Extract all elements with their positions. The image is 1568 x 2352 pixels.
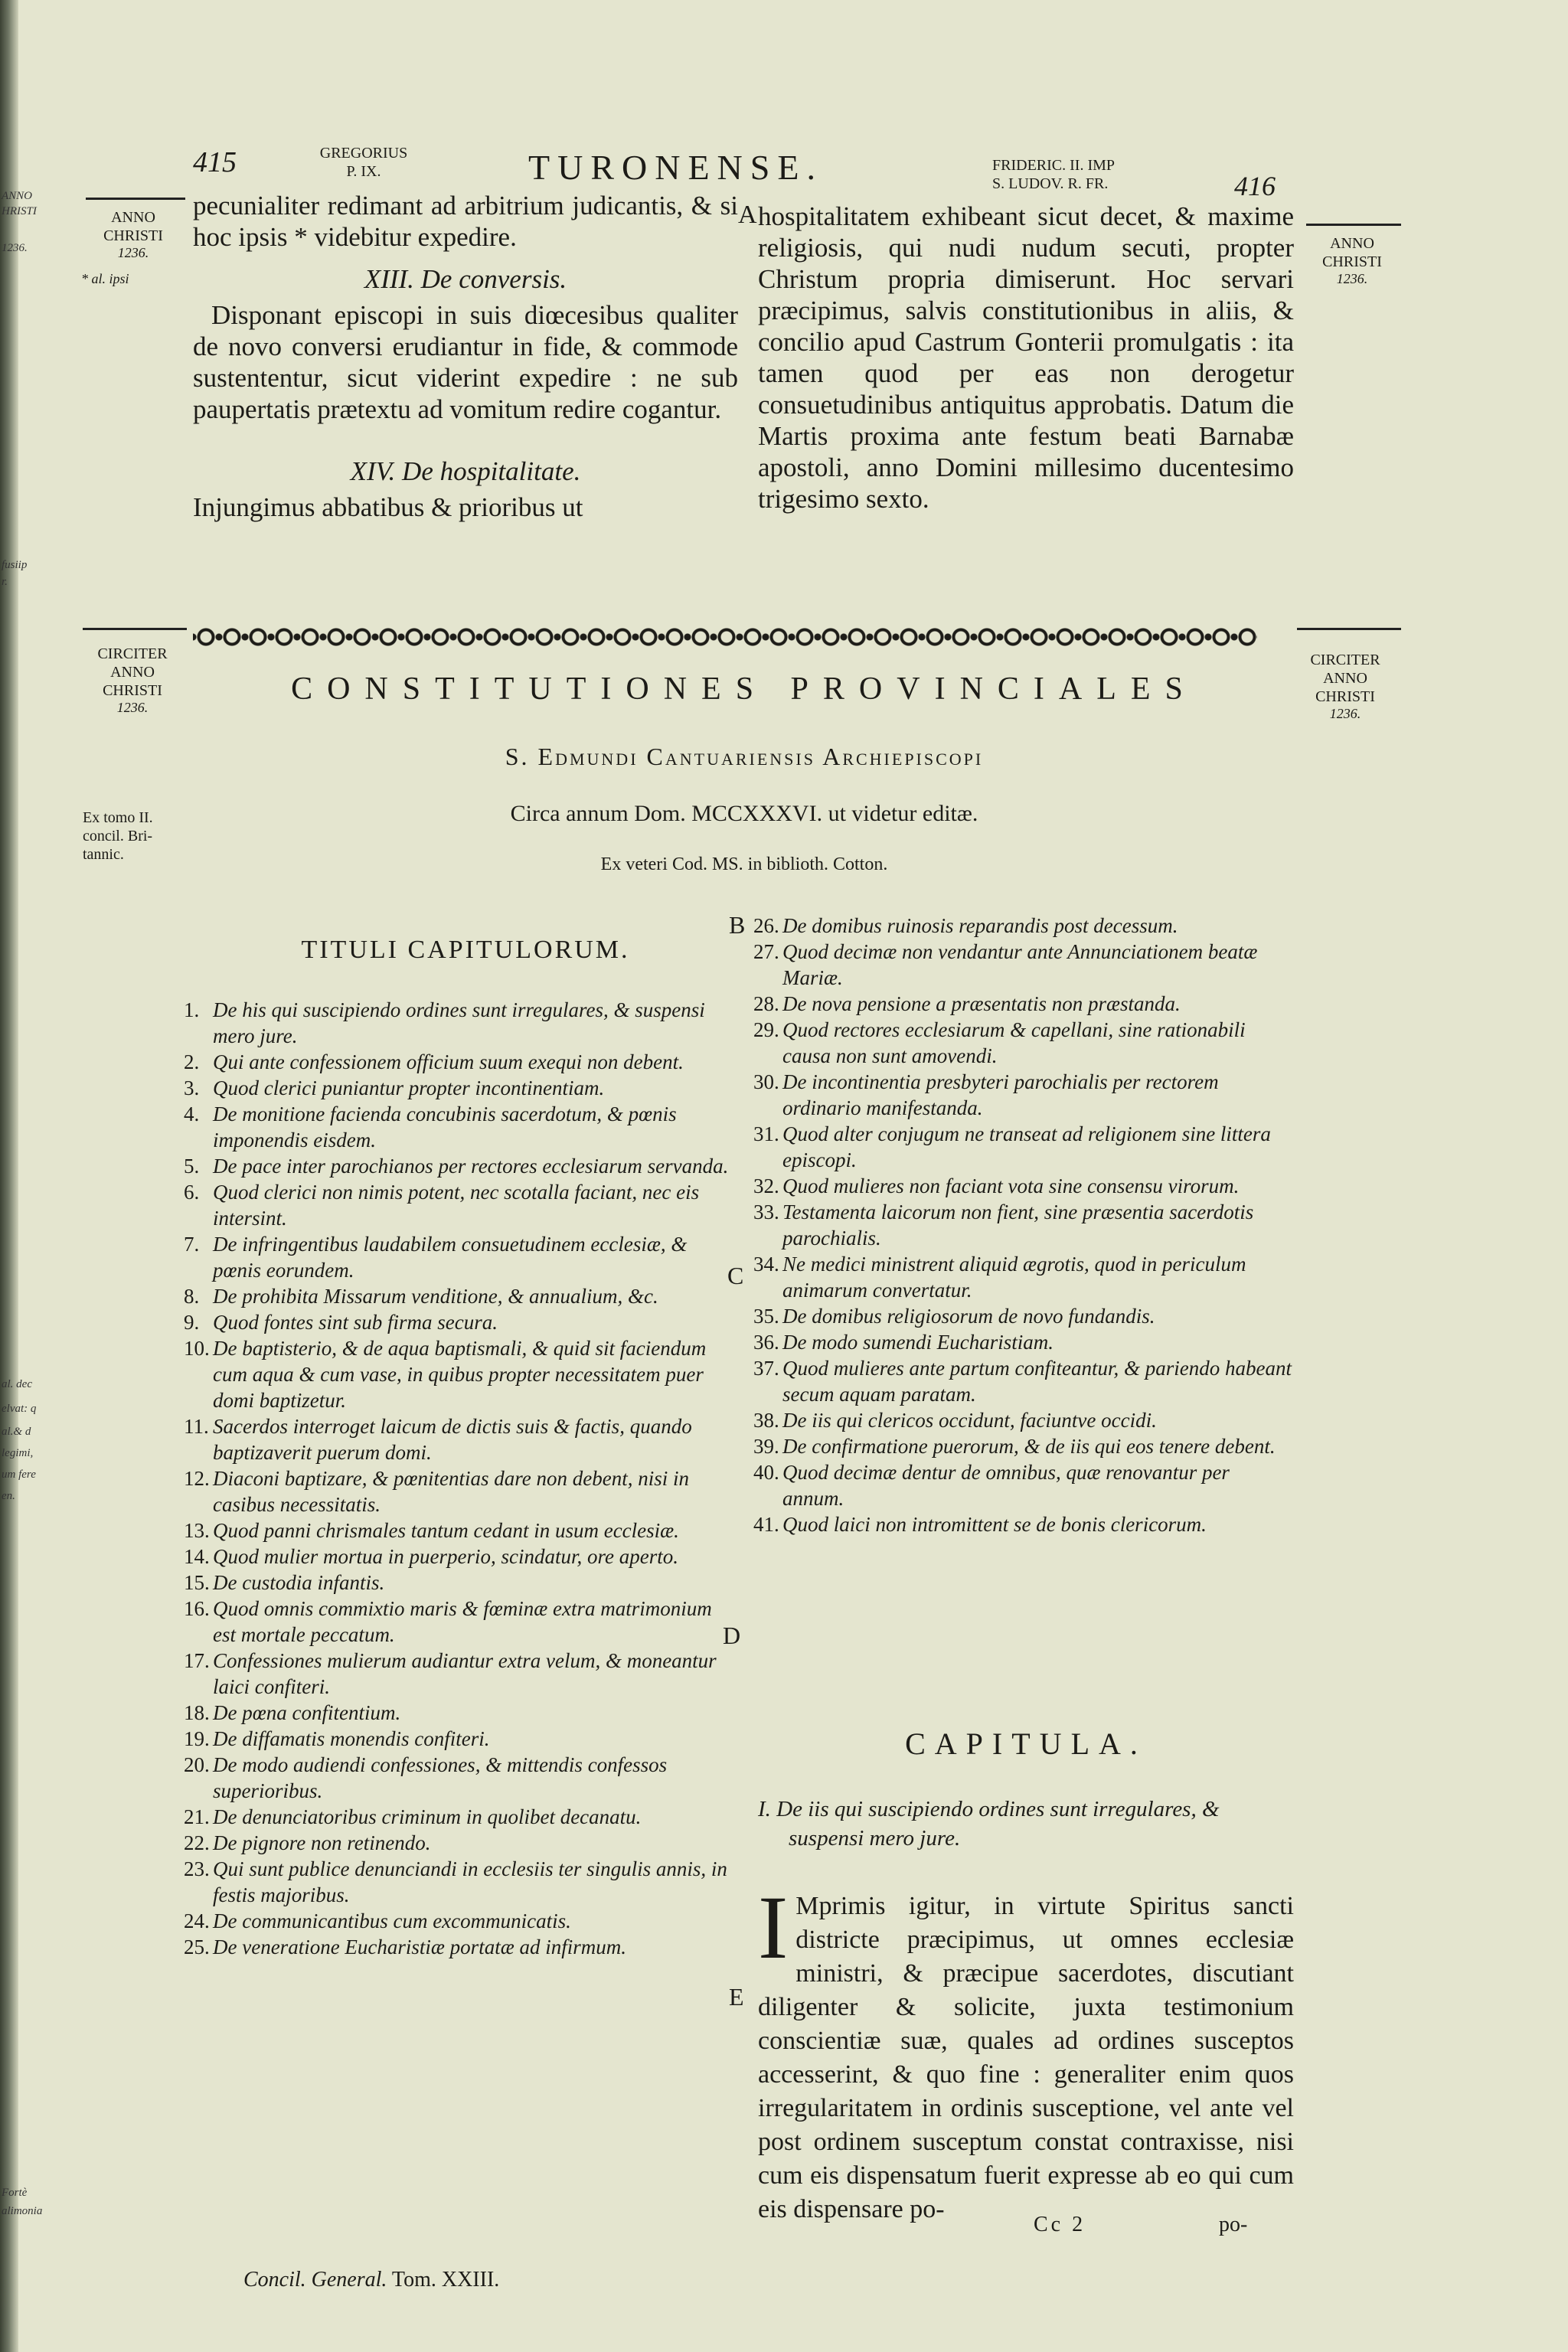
toc-item: [184, 1726, 733, 1752]
toc-text: De domibus religiosorum de novo fundandis.: [782, 1305, 1155, 1328]
toc-item: [184, 1517, 733, 1544]
running-title: TURONENSE.: [528, 148, 823, 187]
capitula-heading: CAPITULA.: [905, 1726, 1147, 1761]
toc-number: 9.: [184, 1311, 200, 1334]
toc-item: [184, 1335, 733, 1413]
toc-number: 23.: [184, 1857, 210, 1880]
edge-scrap: al.& d: [2, 1426, 31, 1438]
toc-text: De nova pensione a præsentatis non præstanda.: [782, 992, 1181, 1015]
toc-item: [753, 1173, 1294, 1199]
toc-text: De modo sumendi Eucharistiam.: [782, 1331, 1054, 1354]
toc-item: [753, 939, 1294, 991]
pope-header: [302, 144, 425, 181]
chapter1-body: [758, 1877, 1294, 2226]
toc-text: De denunciatoribus criminum in quolibet decanatu.: [213, 1805, 642, 1828]
top-right-column: [758, 201, 1294, 514]
toc-number: 37.: [753, 1357, 779, 1380]
toc-text: Quod omnis commixtio maris & fœminæ extra matrimonium est mortale peccatum.: [213, 1597, 712, 1646]
toc-number: 32.: [753, 1174, 779, 1197]
toc-item: [184, 1413, 733, 1465]
toc-number: 17.: [184, 1649, 210, 1672]
toc-text: De diffamatis monendis confiteri.: [213, 1727, 490, 1750]
footer-reference: [243, 2268, 499, 2292]
toc-number: 8.: [184, 1285, 200, 1308]
toc-number: 34.: [753, 1253, 779, 1276]
pope-name: GREGORIUS: [319, 145, 408, 162]
toc-number: 12.: [184, 1467, 210, 1490]
margin-rule: [1297, 628, 1401, 630]
toc-text: Quod decimæ non vendantur ante Annunciationem beatæ Mariæ.: [782, 940, 1258, 989]
edge-scrap: 1236.: [2, 242, 28, 254]
toc-text: De domibus ruinosis reparandis post decessum.: [782, 914, 1178, 937]
toc-text: De infringentibus laudabilem consuetudinem ecclesiæ, & pœnis eorundem.: [213, 1233, 688, 1282]
footer-collection: Concil. General.: [243, 2268, 387, 2292]
page-number-right: 416: [1234, 171, 1276, 201]
toc-text: Quod rectores ecclesiarum & capellani, sine rationabili causa non sunt amovendi.: [782, 1018, 1246, 1067]
toc-text: De modo audiendi confessiones, & mittendis confessos superioribus.: [213, 1753, 668, 1802]
toc-item: [184, 1648, 733, 1700]
toc-number: 40.: [753, 1461, 779, 1484]
anno-word: ANNO: [111, 209, 155, 226]
margin-letter-d: D: [723, 1622, 741, 1649]
toc-number: 28.: [753, 992, 779, 1015]
emperor-name: FRIDERIC. II. IMP: [992, 157, 1116, 174]
signature-mark: Cc 2: [1034, 2213, 1086, 2236]
source-note: [83, 808, 153, 864]
edge-scrap: alimonia: [2, 2205, 43, 2217]
toc-number: 22.: [184, 1831, 210, 1854]
christi-word: CHRISTI: [103, 227, 163, 244]
year-label: 1236.: [116, 700, 149, 715]
margin-circiter-left: [77, 645, 188, 715]
toc-item: [753, 1017, 1294, 1069]
anno-word: ANNO: [1323, 670, 1367, 687]
toc-item: [184, 1830, 733, 1856]
edge-scrap: r.: [2, 576, 8, 588]
drop-cap: I: [758, 1877, 789, 1978]
toc-text: Quod decimæ dentur de omnibus, quæ renovantur per annum.: [782, 1461, 1230, 1510]
toc-item: [753, 1069, 1294, 1121]
toc-number: 19.: [184, 1727, 210, 1750]
chapter14-text: Injungimus abbatibus & prioribus ut: [193, 492, 583, 522]
toc-number: 25.: [184, 1936, 210, 1958]
source-note-line: concil. Bri-: [83, 828, 153, 844]
toc-text: Qui ante confessionem officium suum exequi non debent.: [213, 1050, 684, 1073]
margin-letter-a: A: [738, 201, 757, 229]
toc-text: De veneratione Eucharistiæ portatæ ad infirmum.: [213, 1936, 626, 1958]
circiter-word: CIRCITER: [1310, 652, 1380, 668]
toc-text: Diaconi baptizare, & pœnitentias dare non debent, nisi in casibus necessitatis.: [213, 1467, 689, 1516]
author-line: S. Edmundi Cantuariensis Archiepiscopi: [505, 743, 984, 770]
circiter-word: CIRCITER: [97, 645, 168, 662]
chapter12-ending: pecunialiter redimant ad arbitrium judicantis, & si hoc ipsis * videbitur expedire.: [193, 191, 738, 252]
toc-number: 16.: [184, 1597, 210, 1620]
pope-title: P. IX.: [346, 163, 381, 180]
toc-item: [184, 1700, 733, 1726]
toc-text: Quod mulieres ante partum confiteantur, & pariendo habeant secum aquam paratam.: [782, 1357, 1292, 1406]
christi-word: CHRISTI: [1322, 253, 1382, 270]
toc-number: 7.: [184, 1233, 200, 1256]
toc-item: [184, 1544, 733, 1570]
toc-text: Quod panni chrismales tantum cedant in usum ecclesiæ.: [213, 1519, 679, 1542]
edge-scrap: um fere: [2, 1468, 36, 1481]
toc-number: 24.: [184, 1909, 210, 1932]
toc-text: Confessiones mulierum audiantur extra velum, & moneantur laici confiteri.: [213, 1649, 717, 1698]
toc-item: [753, 1303, 1294, 1329]
toc-text: Quod mulier mortua in puerperio, scindatur, ore aperto.: [213, 1545, 678, 1568]
toc-text: De his qui suscipiendo ordines sunt irregulares, & suspensi mero jure.: [213, 998, 705, 1047]
margin-circiter-right: [1289, 651, 1401, 721]
toc-left-column: [184, 997, 733, 1960]
edge-scrap: en.: [2, 1490, 15, 1502]
chapter14-continued: hospitalitatem exhibeant sicut decet, & maxime religiosis, qui nudi nudum secuti, propter Christum propria dimiserunt. Hoc servari præcipimus, salvis constitutionibus in aliis, & concilio apud Castrum Gonterii promulgatis : ita tamen quod per eas non derogetur consuetudinibus antiquitus approbatis. Datum die Martis proxima ante festum beati Barnabæ apostoli, anno Domini millesimo ducentesimo trigesimo sexto.: [758, 201, 1294, 514]
edge-scrap: legimi,: [2, 1447, 34, 1459]
toc-number: 13.: [184, 1519, 210, 1542]
date-line: Circa annum Dom. MCCXXXVI. ut videtur editæ.: [510, 801, 978, 826]
toc-right-column: [753, 913, 1294, 1537]
toc-number: 10.: [184, 1337, 210, 1360]
margin-anno-right: [1303, 234, 1401, 286]
toc-item: [184, 1804, 733, 1830]
heading-chapter-14: XIV. De hospitalitate.: [350, 456, 581, 486]
toc-text: Quod mulieres non faciant vota sine consensu virorum.: [782, 1174, 1240, 1197]
toc-item: [184, 1075, 733, 1101]
anno-word: ANNO: [110, 664, 155, 681]
toc-item: [753, 1199, 1294, 1251]
toc-item: [184, 1049, 733, 1075]
chapter1-title: I. De iis qui suscipiendo ordines sunt irregulares, & suspensi mero jure.: [758, 1797, 1220, 1851]
toc-text: De incontinentia presbyteri parochialis per rectorem ordinario manifestanda.: [782, 1070, 1219, 1119]
toc-text: De monitione facienda concubinis sacerdotum, & pœnis imponendis eisdem.: [213, 1102, 677, 1152]
margin-letter-c: C: [727, 1262, 744, 1289]
year-label: 1236.: [1329, 706, 1361, 721]
toc-item: [184, 1908, 733, 1934]
chapter13-text: Disponant episcopi in suis diœcesibus qualiter de novo conversi erudiantur in fide, & commode sustententur, sicut viderint expedire : ne sub paupertatis prætextu ad vomitum redire cogantur.: [193, 300, 738, 424]
anno-word: ANNO: [1330, 235, 1374, 252]
toc-text: Ne medici ministrent aliquid ægrotis, quod in periculum animarum convertatur.: [782, 1253, 1246, 1302]
toc-number: 4.: [184, 1102, 200, 1125]
margin-anno-left: [83, 208, 184, 260]
page-number-left: 415: [193, 146, 237, 178]
toc-item: [753, 1355, 1294, 1407]
margin-rule: [86, 198, 185, 200]
edge-scrap: al. dec: [2, 1378, 32, 1390]
toc-number: 18.: [184, 1701, 210, 1724]
toc-item: [753, 1459, 1294, 1511]
toc-item: [753, 1433, 1294, 1459]
toc-text: De custodia infantis.: [213, 1571, 385, 1594]
toc-item: [184, 997, 733, 1049]
king-name: S. LUDOV. R. FR.: [992, 175, 1109, 192]
toc-text: Quod clerici puniantur propter incontinentiam.: [213, 1076, 605, 1099]
toc-text: De communicantibus cum excommunicatis.: [213, 1909, 571, 1932]
toc-number: 2.: [184, 1050, 200, 1073]
toc-text: Quod fontes sint sub firma secura.: [213, 1311, 498, 1334]
year-label: 1236.: [1336, 271, 1368, 286]
toc-item: [184, 1596, 733, 1648]
toc-text: De iis qui clericos occidunt, faciuntve occidi.: [782, 1409, 1157, 1432]
toc-number: 6.: [184, 1181, 200, 1204]
toc-number: 15.: [184, 1571, 210, 1594]
toc-item: [184, 1231, 733, 1283]
toc-item: [753, 1121, 1294, 1173]
toc-number: 33.: [753, 1200, 779, 1223]
edge-scrap: fusiip: [2, 559, 28, 571]
toc-item: [184, 1856, 733, 1908]
margin-rule: [1306, 224, 1401, 226]
edge-scrap: elvat: q: [2, 1403, 37, 1415]
toc-number: 29.: [753, 1018, 779, 1041]
ornamental-border: [193, 622, 1257, 652]
toc-item: [753, 1511, 1294, 1537]
toc-text: De pignore non retinendo.: [213, 1831, 431, 1854]
toc-number: 3.: [184, 1076, 200, 1099]
toc-number: 39.: [753, 1435, 779, 1458]
toc-number: 20.: [184, 1753, 210, 1776]
source-line: Ex veteri Cod. MS. in biblioth. Cotton.: [600, 854, 888, 874]
toc-number: 26.: [753, 914, 779, 937]
margin-rule: [83, 628, 187, 630]
toc-number: 11.: [184, 1415, 209, 1438]
toc-item: [184, 1101, 733, 1153]
footer-volume: Tom. XXIII.: [391, 2268, 500, 2292]
toc-text: Quod laici non intromittent se de bonis clericorum.: [782, 1513, 1207, 1536]
year-label: 1236.: [117, 245, 149, 260]
toc-number: 21.: [184, 1805, 210, 1828]
toc-number: 5.: [184, 1155, 200, 1178]
toc-text: De confirmatione puerorum, & de iis qui eos tenere debent.: [782, 1435, 1276, 1458]
source-note-line: tannic.: [83, 846, 124, 863]
toc-text: Qui sunt publice denunciandi in ecclesiis ter singulis annis, in festis majoribus.: [213, 1857, 727, 1906]
toc-number: 30.: [753, 1070, 779, 1093]
margin-letter-e: E: [729, 1983, 744, 2011]
toc-text: De baptisterio, & de aqua baptismali, & quid sit faciendum cum aqua & cum vase, in quibus propter necessitatem puer domi baptizetur.: [213, 1337, 707, 1412]
toc-item: [184, 1309, 733, 1335]
toc-item: [184, 1283, 733, 1309]
heading-chapter-13: XIII. De conversis.: [364, 264, 567, 294]
toc-number: 27.: [753, 940, 779, 963]
toc-number: 14.: [184, 1545, 210, 1568]
toc-item: [184, 1179, 733, 1231]
top-left-column: [193, 190, 738, 523]
toc-item: [184, 1752, 733, 1804]
toc-item: [753, 1407, 1294, 1433]
variant-note: * al. ipsi: [81, 271, 129, 286]
toc-item: [184, 1934, 733, 1960]
toc-heading: TITULI CAPITULORUM.: [301, 936, 630, 964]
toc-item: [184, 1153, 733, 1179]
toc-number: 1.: [184, 998, 200, 1021]
toc-text: De prohibita Missarum venditione, & annualium, &c.: [213, 1285, 658, 1308]
christi-word: CHRISTI: [103, 682, 162, 699]
margin-letter-b: B: [729, 911, 746, 939]
edge-scrap: ANNO: [2, 190, 33, 202]
toc-number: 41.: [753, 1513, 779, 1536]
toc-item: [184, 1570, 733, 1596]
toc-item: [753, 1329, 1294, 1355]
toc-text: Quod alter conjugum ne transeat ad religionem sine littera episcopi.: [782, 1122, 1271, 1171]
edge-scrap: Fortè: [2, 2187, 28, 2199]
toc-text: De pace inter parochianos per rectores ecclesiarum servanda.: [213, 1155, 729, 1178]
toc-text: Quod clerici non nimis potent, nec scotalla faciant, nec eis intersint.: [213, 1181, 700, 1230]
toc-item: [753, 913, 1294, 939]
chapter1-text: Mprimis igitur, in virtute Spiritus sancti districte præcipimus, ut omnes ecclesiæ ministri, & præcipue sacerdotes, discutiant diligenter & solicite, juxta testimonium conscientiæ suæ, quales ad ordines susceptos accesserint, & quo fine : generaliter enim quos irregularitatem in ordinis susceptione, vel ante vel post ordinem susceptum constat contraxisse, nisi cum eis dispensatum fuerit expresse ab eo qui cum eis dispensare po-: [758, 1892, 1294, 2223]
edge-scrap: HRISTI: [2, 205, 37, 217]
ruler-header: [992, 156, 1115, 193]
source-note-line: Ex tomo II.: [83, 809, 153, 826]
toc-text: Sacerdos interroget laicum de dictis suis & factis, quando baptizaverit puerum domi.: [213, 1415, 692, 1464]
toc-text: Testamenta laicorum non fient, sine præsentia sacerdotis parochialis.: [782, 1200, 1254, 1250]
christi-word: CHRISTI: [1315, 688, 1375, 705]
toc-item: [753, 991, 1294, 1017]
toc-number: 36.: [753, 1331, 779, 1354]
toc-text: De pœna confitentium.: [213, 1701, 401, 1724]
toc-number: 38.: [753, 1409, 779, 1432]
main-title: CONSTITUTIONES PROVINCIALES: [291, 671, 1197, 707]
toc-number: 31.: [753, 1122, 779, 1145]
catchword: po-: [1219, 2213, 1248, 2236]
toc-number: 35.: [753, 1305, 779, 1328]
toc-item: [753, 1251, 1294, 1303]
toc-item: [184, 1465, 733, 1517]
